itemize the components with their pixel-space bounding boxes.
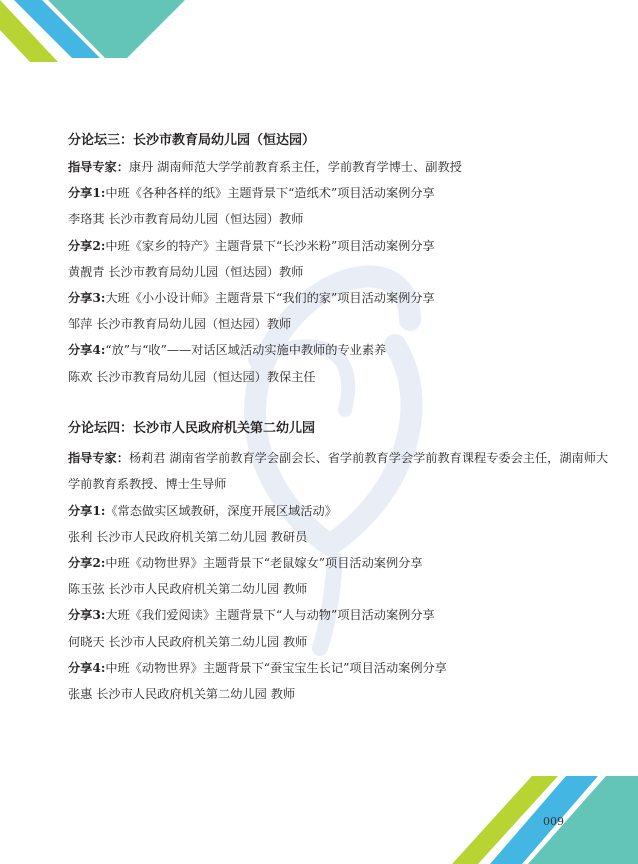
share-text: 中班《各种各样的纸》主题背景下“造纸术”项目活动案例分享	[105, 186, 435, 201]
share-person: 张惠 长沙市人民政府机关第二幼儿园 教师	[68, 687, 296, 701]
share-line	[68, 605, 613, 625]
expert-text: 杨莉君 湖南省学前教育学会副会长、省学前教育学会学前教育课程专委会主任，湖南师大学前教育系教授、博士生导师	[68, 450, 609, 491]
share-text: 中班《动物世界》主题背景下“蚕宝宝生长记”项目活动案例分享	[105, 660, 447, 675]
top-left-stripes	[0, 0, 185, 62]
share-label: 分享1:	[68, 186, 106, 201]
share-person: 何晓天 长沙市人民政府机关第二幼儿园 教师	[68, 634, 308, 649]
share-label: 分享2:	[68, 238, 106, 253]
share-person: 张利 长沙市人民政府机关第二幼儿园 教研员	[68, 529, 308, 544]
share-person: 邹萍 长沙市教育局幼儿园（恒达园）教师	[68, 317, 292, 332]
share-line	[68, 501, 613, 521]
share-line	[68, 553, 613, 573]
share-line	[68, 340, 613, 360]
share-label: 分享2:	[68, 556, 106, 571]
share-text: 中班《动物世界》主题背景下“老鼠嫁女”项目活动案例分享	[105, 556, 423, 571]
expert-label: 指导专家：	[68, 160, 129, 174]
section-gap	[68, 393, 613, 419]
share-label: 分享4:	[68, 343, 106, 358]
forum-section-3	[68, 131, 613, 387]
section-title: 分论坛三：长沙市教育局幼儿园（恒达园）	[68, 133, 316, 148]
share-person: 陈玉弦 长沙市人民政府机关第二幼儿园 教师	[68, 582, 308, 597]
expert-text: 康丹 湖南师范大学学前教育系主任，学前教育学博士、副教授	[128, 160, 462, 174]
forum-list	[68, 131, 613, 710]
expert-line	[68, 157, 613, 177]
share-line	[68, 288, 613, 308]
forum-section-4	[68, 419, 613, 704]
share-text: 《常态做实区域教研，深度开展区域活动》	[105, 503, 337, 518]
share-label: 分享1:	[68, 503, 106, 518]
expert-line	[68, 445, 613, 497]
share-text: 大班《我们爱阅读》主题背景下“人与动物”项目活动案例分享	[105, 608, 435, 623]
share-person: 李珞萁 长沙市教育局幼儿园（恒达园）教师	[68, 212, 304, 227]
section-title: 分论坛四：长沙市人民政府机关第二幼儿园	[68, 420, 316, 436]
share-label: 分享3:	[68, 290, 106, 305]
share-line	[68, 658, 613, 678]
share-line	[68, 236, 613, 256]
page-number: 009	[543, 815, 564, 828]
share-line	[68, 183, 613, 203]
expert-label: 指导专家：	[68, 450, 129, 465]
share-text: “放”与“收”——对话区域活动实施中教师的专业素养	[105, 343, 387, 358]
share-label: 分享4:	[68, 660, 106, 675]
share-label: 分享3:	[68, 608, 106, 623]
share-person: 黄靓青 长沙市教育局幼儿园（恒达园）教师	[68, 264, 304, 279]
share-text: 中班《家乡的特产》主题背景下“长沙米粉”项目活动案例分享	[105, 238, 435, 253]
share-person: 陈欢 长沙市教育局幼儿园（恒达园）教保主任	[68, 369, 316, 384]
share-text: 大班《小小设计师》主题背景下“我们的家”项目活动案例分享	[105, 290, 435, 305]
